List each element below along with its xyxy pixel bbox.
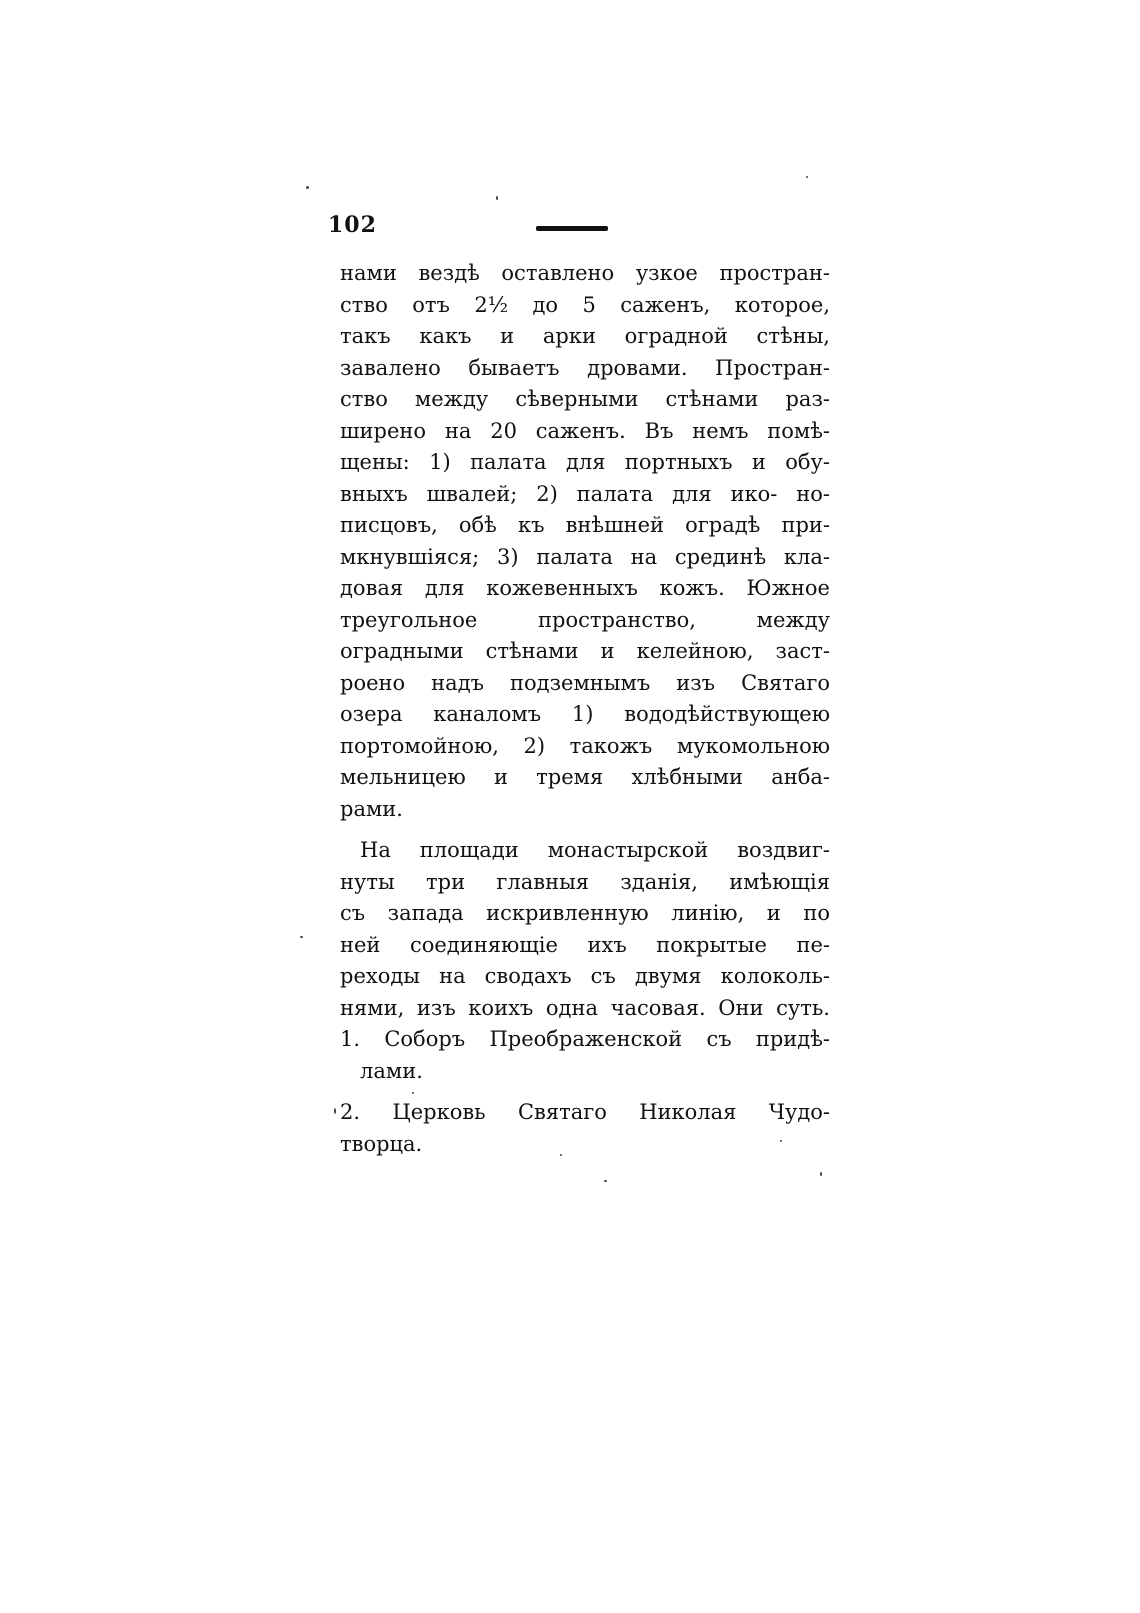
text-line: треугольное пространство, между: [340, 607, 830, 632]
scan-speck: [496, 196, 498, 200]
scan-speck: [560, 1154, 562, 1156]
text-line: оградными стѣнами и келейною, заст-: [340, 639, 830, 663]
text-line: рами.: [340, 796, 403, 821]
text-line: озера каналомъ 1) вододѣйствующею: [340, 702, 830, 726]
text-line: ство отъ 2½ до 5 саженъ, которое,: [340, 292, 830, 317]
text-line: довая для кожевенныхъ кожъ. Южное: [340, 576, 830, 600]
list-item: [340, 1097, 830, 1160]
text-line: нями, изъ коихъ одна часовая. Они суть.: [340, 995, 830, 1020]
text-line: нуты три главныя зданiя, имѣющiя: [340, 869, 830, 894]
scan-speck: [412, 1092, 414, 1094]
text-line: мкнувшiяся; 3) палата на срединѣ кла-: [340, 544, 830, 569]
text-line: ство между сѣверными стѣнами раз-: [340, 387, 830, 411]
text-line: реходы на сводахъ съ двумя колоколь-: [340, 964, 830, 988]
scan-speck: [806, 176, 808, 178]
text-line: нами вездѣ оставлено узкое простран-: [340, 261, 830, 285]
paragraph-1: [340, 258, 830, 825]
list-item-line: 1. Соборъ Преображенской съ придѣ-: [340, 1027, 830, 1051]
text-line: мельницею и тремя хлѣбными анба-: [340, 765, 830, 789]
list-item-line: лами.: [360, 1058, 423, 1083]
header-ornament-rule: [536, 226, 608, 231]
list-item: [340, 1024, 830, 1087]
text-line: завалено бываетъ дровами. Простран-: [340, 355, 830, 380]
text-line: роено надъ подземнымъ изъ Святаго: [340, 670, 830, 695]
scan-speck: [604, 1180, 607, 1182]
text-line: щены: 1) палата для портныхъ и обу-: [340, 450, 830, 474]
text-line: писцовъ, обѣ къ внѣшней оградѣ при-: [340, 513, 830, 537]
text-line: портомойною, 2) такожъ мукомольною: [340, 733, 830, 758]
scan-speck: [300, 936, 303, 938]
text-line: такъ какъ и арки оградной стѣны,: [340, 324, 830, 348]
paragraph-2: [340, 835, 830, 1024]
text-line: вныхъ швалей; 2) палата для ико- но-: [340, 481, 830, 506]
text-line: ней соединяющiе ихъ покрытые пе-: [340, 932, 830, 957]
scan-speck: [334, 1108, 336, 1114]
text-line: На площади монастырской воздвиг-: [360, 838, 830, 862]
text-line: ширено на 20 саженъ. Въ немъ помѣ-: [340, 418, 830, 443]
scan-speck: [780, 1140, 782, 1142]
scan-speck: [306, 186, 309, 189]
page-header: [328, 212, 628, 242]
text-line: съ запада искривленную линiю, и по: [340, 901, 830, 925]
paragraph-gap: [340, 825, 830, 835]
body-text: [340, 258, 830, 1160]
scan-speck: [820, 1172, 822, 1176]
list-item-line: 2. Церковь Святаго Николая Чудо-: [340, 1100, 830, 1124]
page-number: 102: [328, 212, 377, 238]
list-item-line: творца.: [340, 1131, 423, 1156]
